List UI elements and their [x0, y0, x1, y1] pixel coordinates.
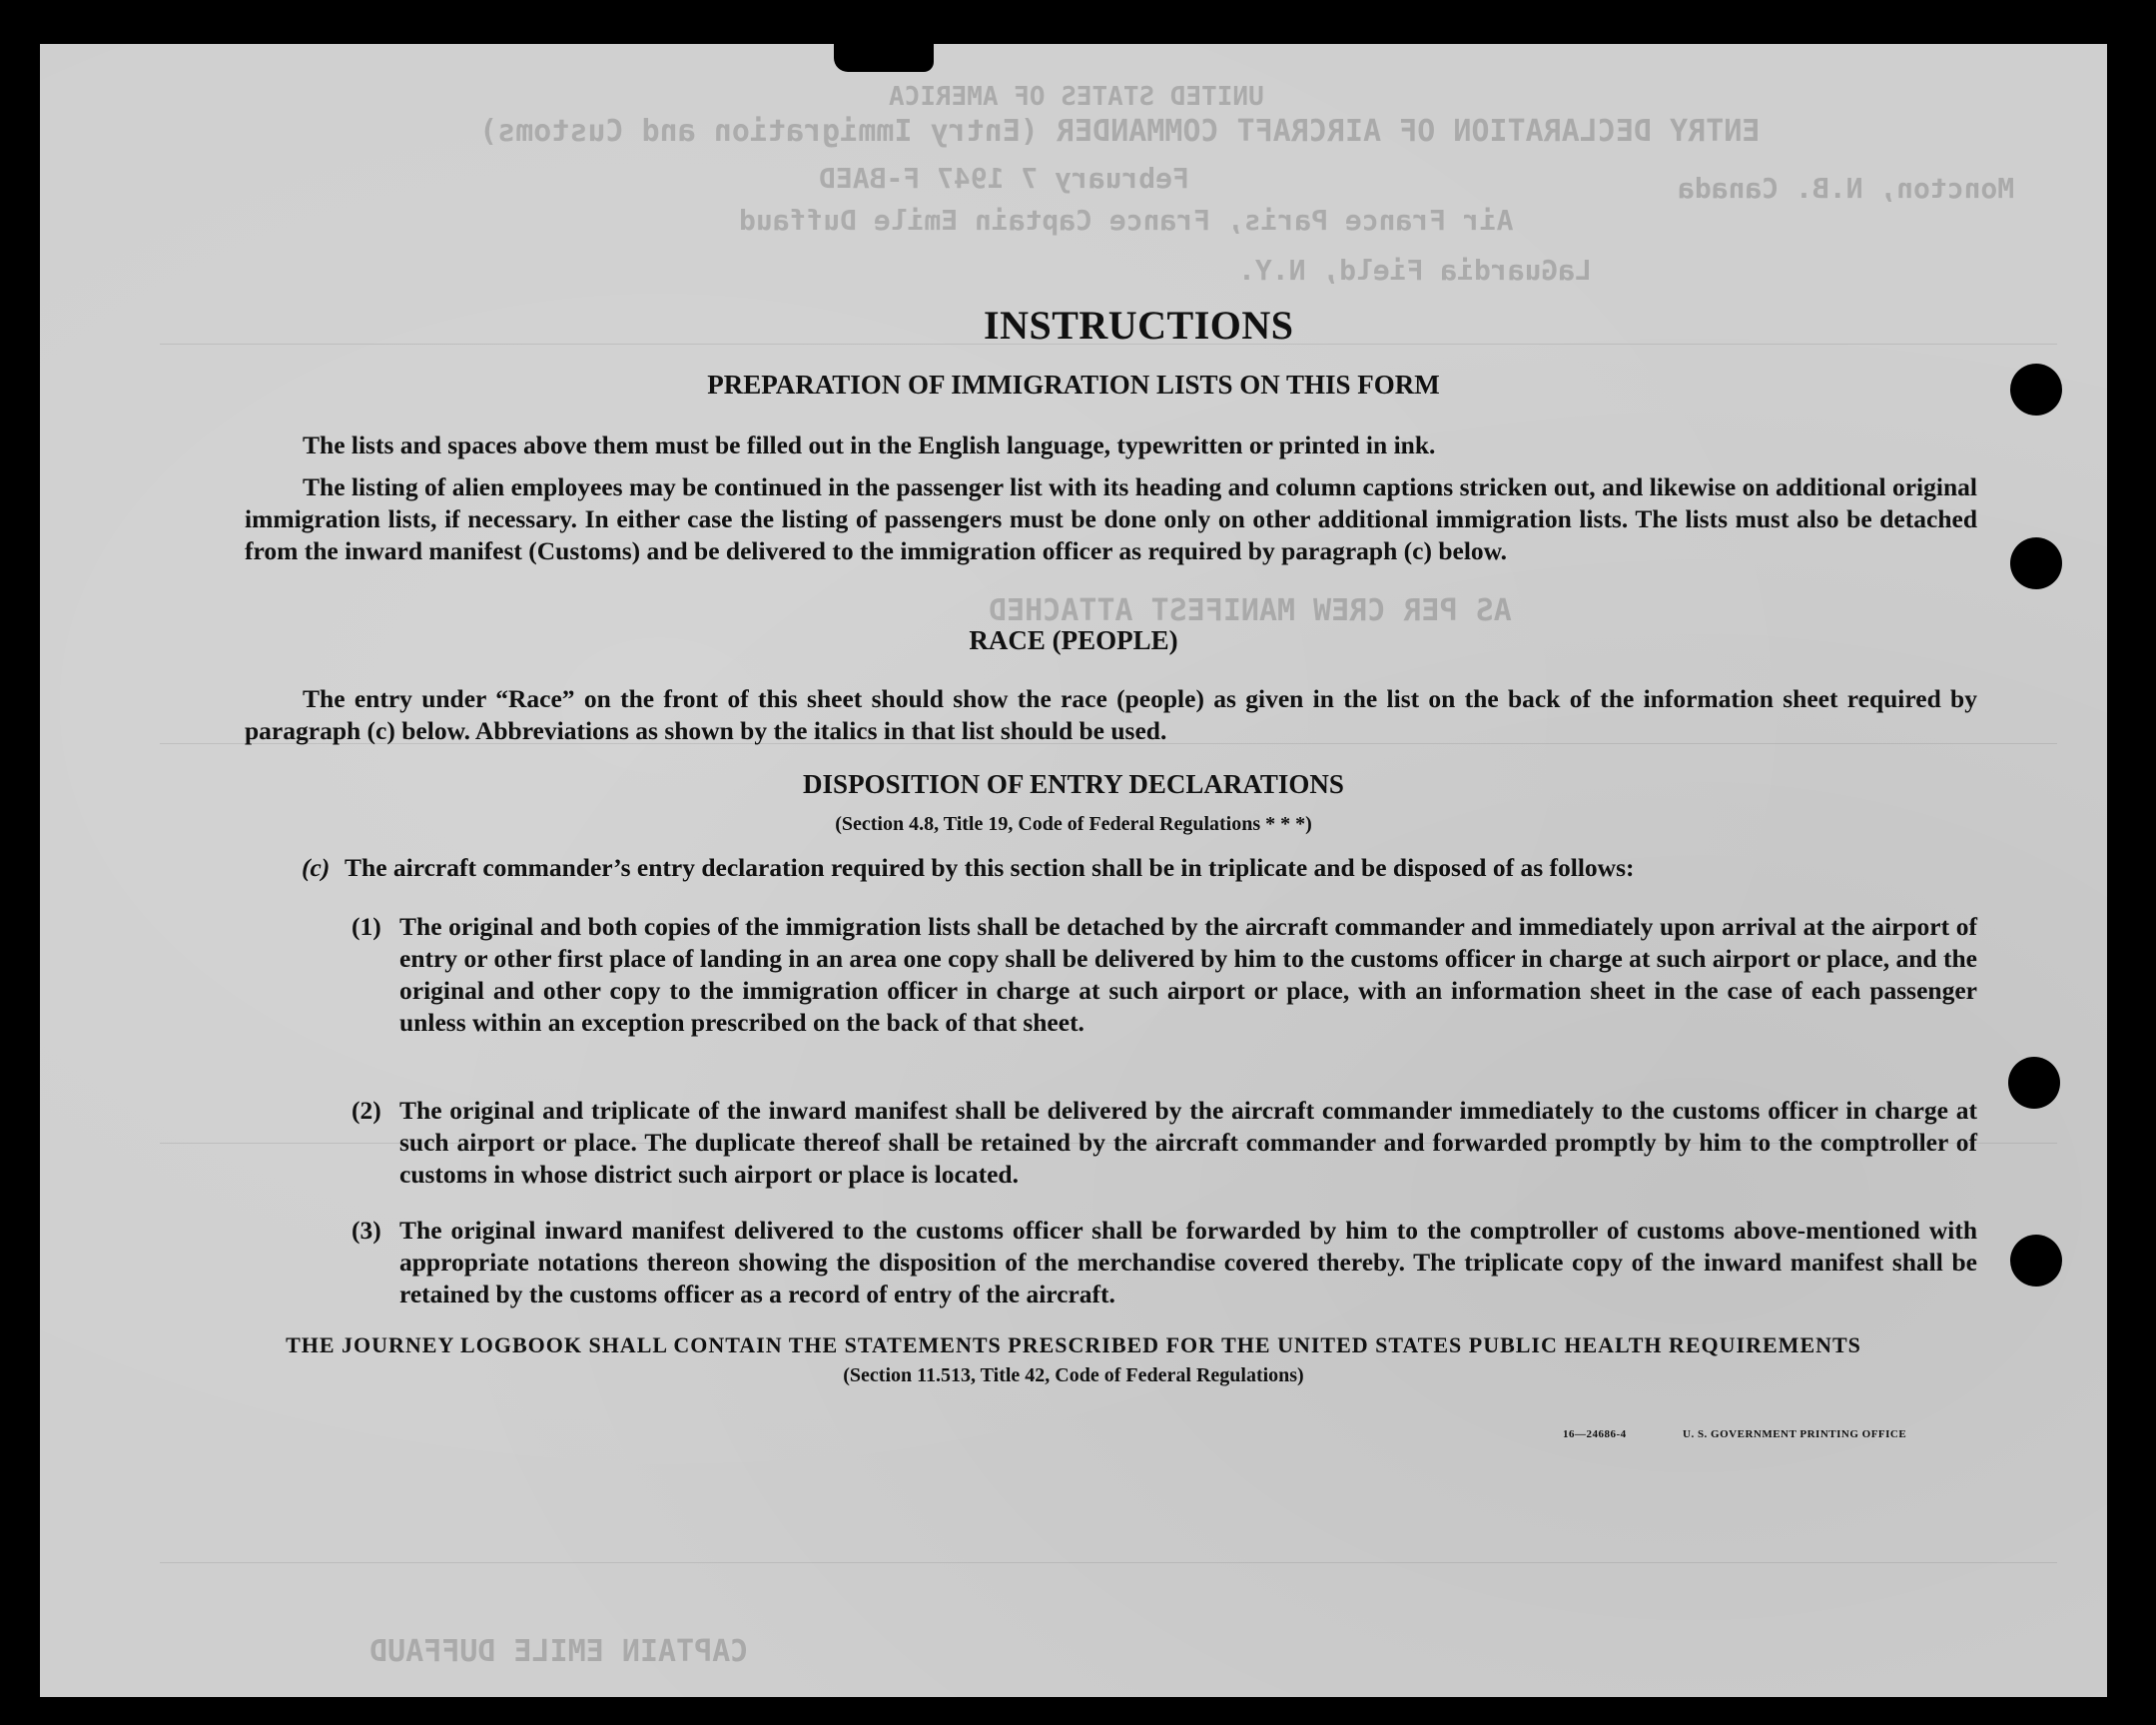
list-item-text: The original and both copies of the immigration lists shall be detached by the aircraft commander and immediately upon arrival at the airport of entry or other first place of landing in an area one copy shall be delivered by him to the customs officer in charge at such airport or place, and the original and other copy to the immigration officer in charge at such airport or place, with an information sheet in the case of each passenger unless within an exception prescribed on the back of that sheet.: [399, 912, 1977, 1037]
paragraph-alien-employees: The listing of alien employees may be continued in the passenger list with its heading and column captions stricken out, and likewise on additional original immigration lists, if necessary. In either case the listing of passengers must be done only on other additional immigration lists. The lists must also be detached from the inward manifest (Customs) and be delivered to the immigration officer as required by paragraph (c) below.: [245, 472, 1977, 565]
bleed-through-line-7: AS PER CREW MANIFEST ATTACHED: [989, 593, 1512, 628]
paragraph-race-entry: The entry under “Race” on the front of this sheet should show the race (people) as given in the list on the back of the information sheet required by paragraph (c) below. Abbreviations as shown by the italics in that list should be used.: [245, 684, 1977, 745]
bleed-through-line-1: UNITED STATES OF AMERICA: [889, 82, 1264, 112]
bleed-through-line-2: ENTRY DECLARATION OF AIRCRAFT COMMANDER (Entry Immigration and Customs): [479, 114, 1761, 149]
bleed-through-line-8: CAPTAIN EMILE DUFFAUD: [369, 1634, 749, 1669]
list-item-text: The original and triplicate of the inward manifest shall be delivered by the aircraft commander immediately to the customs officer in charge at such airport or place. The duplicate thereof shall be retained by the aircraft commander and forwarded promptly by him to the comptroller of customs in whose district such airport or place is located.: [399, 1096, 1977, 1189]
punch-hole: [2008, 1057, 2060, 1109]
punch-hole: [2010, 364, 2062, 416]
health-statement: THE JOURNEY LOGBOOK SHALL CONTAIN THE STATEMENTS PRESCRIBED FOR THE UNITED STATES PUBLIC HEALTH REQUIREMENTS: [286, 1332, 1861, 1357]
list-item-text: The original inward manifest delivered to the customs officer shall be forwarded by him to the comptroller of customs above-mentioned with appropriate notations thereon showing the disposition of the merchandise covered thereby. The triplicate copy of the inward manifest shall be retained by the customs officer as a record of entry of the aircraft.: [399, 1216, 1977, 1308]
bleed-through-line-5: Air France Paris, France Captain Emile Duffaud: [739, 204, 1514, 237]
document-page: [40, 44, 2107, 1697]
section-subheading-citation: (Section 4.8, Title 19, Code of Federal Regulations * * *): [835, 813, 1312, 835]
paper-tear: [834, 44, 934, 72]
list-item-number: (3): [352, 1216, 381, 1245]
intro-marker: (c): [302, 853, 331, 882]
list-item-1: [352, 911, 1977, 1039]
section-heading-race: RACE (PEOPLE): [969, 625, 1178, 655]
bleed-through-line-3: February 7 1947 F-BAED: [819, 162, 1189, 195]
list-item-2: [352, 1095, 1977, 1191]
intro-text: The aircraft commander’s entry declaration required by this section shall be in triplicate and be disposed of as follows:: [345, 853, 1635, 882]
section-heading-preparation: PREPARATION OF IMMIGRATION LISTS ON THIS FORM: [707, 370, 1440, 400]
punch-hole: [2010, 1235, 2062, 1287]
list-item-number: (1): [352, 912, 381, 941]
punch-hole: [2010, 537, 2062, 589]
list-item-number: (2): [352, 1096, 381, 1125]
printer-imprint: U. S. GOVERNMENT PRINTING OFFICE: [1683, 1428, 1907, 1440]
form-code: 16—24686-4: [1563, 1428, 1627, 1440]
bleed-through-line-4: Moncton, N.B. Canada: [1678, 172, 2015, 205]
paragraph-lists-language: The lists and spaces above them must be filled out in the English language, typewritten or printed in ink.: [303, 431, 1436, 459]
bleed-through-line-6: LaGuardia Field, N.Y.: [1238, 254, 1593, 287]
section-heading-disposition: DISPOSITION OF ENTRY DECLARATIONS: [803, 769, 1344, 799]
list-item-3: [352, 1215, 1977, 1310]
health-citation: (Section 11.513, Title 42, Code of Federal Regulations): [843, 1364, 1304, 1386]
page-title: INSTRUCTIONS: [984, 303, 1294, 348]
